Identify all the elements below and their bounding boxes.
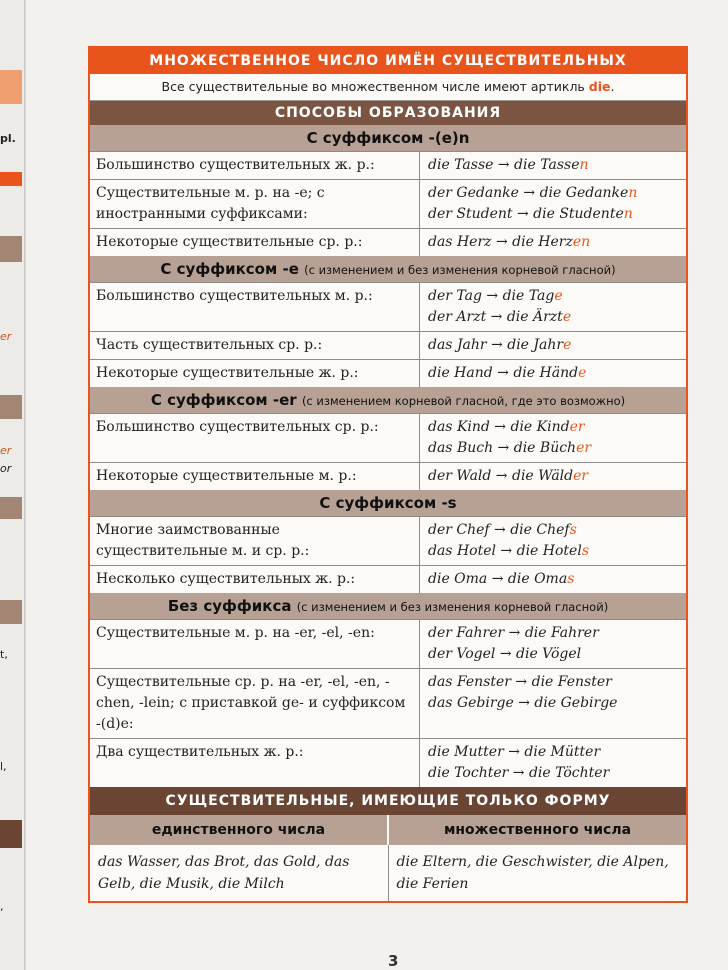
page-number: 3 — [388, 952, 399, 970]
form-subheader — [90, 815, 686, 845]
strip-mark — [0, 70, 22, 104]
row-description: Многие заимствованные существительные м. и ср. р.: — [90, 517, 420, 565]
row-description: Некоторые существительные ср. р.: — [90, 229, 420, 256]
table-row — [90, 462, 686, 490]
plural-words: die Eltern, die Geschwister, die Alpen, die Ferien — [396, 854, 669, 892]
section-suffix: -e — [282, 260, 299, 278]
section-suffix: -er — [272, 391, 297, 409]
plural-header: множественного числа — [443, 822, 632, 838]
row-example: die Oma → die Omas — [428, 571, 575, 587]
row-example: der Wald → die Wälder — [428, 468, 589, 484]
strip-text: , — [0, 900, 4, 913]
strip-mark — [0, 820, 22, 848]
table-row — [90, 668, 686, 738]
table-row — [90, 738, 686, 787]
section-title: С суффиксом — [306, 129, 429, 147]
section-title: С суффиксом — [319, 494, 442, 512]
section-note: (с изменением корневой гласной, где это возможно) — [301, 394, 626, 408]
strip-mark — [0, 395, 22, 419]
row-description: Большинство существительных ж. р.: — [90, 152, 420, 179]
table-row — [90, 516, 686, 565]
row-description: Некоторые существительные м. р.: — [90, 463, 420, 490]
left-page-edge — [0, 0, 25, 970]
row-description: Часть существительных ср. р.: — [90, 332, 420, 359]
row-example: der Gedanke → die Gedanken der Student → die Studenten — [428, 185, 638, 222]
strip-text: l, — [0, 760, 7, 773]
row-example: das Herz → die Herzen — [428, 234, 591, 250]
strip-text: pl. — [0, 132, 16, 145]
row-example: das Kind → die Kinder das Buch → die Bücher — [428, 419, 592, 456]
table-title: МНОЖЕСТВЕННОЕ ЧИСЛО ИМЁН СУЩЕСТВИТЕЛЬНЫХ — [90, 48, 686, 74]
row-example: die Tasse → die Tassen — [428, 157, 589, 173]
singular-words: das Wasser, das Brot, das Gold, das Gelb, die Musik, die Milch — [90, 845, 389, 901]
table-row — [90, 151, 686, 179]
section-header-no-suffix — [90, 593, 686, 619]
table-row — [90, 359, 686, 387]
table-row — [90, 331, 686, 359]
strip-mark — [0, 497, 22, 519]
only-form-header: СУЩЕСТВИТЕЛЬНЫЕ, ИМЕЮЩИЕ ТОЛЬКО ФОРМУ — [90, 787, 686, 815]
article-note — [90, 74, 686, 101]
row-example: die Mutter → die Mütter die Tochter → die Töchter — [428, 744, 610, 781]
row-description: Некоторые существительные ж. р.: — [90, 360, 420, 387]
section-header-s — [90, 490, 686, 516]
table-row — [90, 565, 686, 593]
row-description: Большинство существительных м. р.: — [90, 283, 420, 331]
row-example: das Fenster → die Fenster das Gebirge → die Gebirge — [428, 674, 618, 711]
section-header-er — [90, 387, 686, 413]
row-example: der Fahrer → die Fahrer der Vogel → die Vögel — [428, 625, 599, 662]
section-note: (с изменением и без изменения корневой гласной) — [304, 263, 616, 277]
row-example: die Hand → die Hände — [428, 365, 587, 381]
row-description: Существительные м. р. на -e; с иностранными суффиксами: — [90, 180, 420, 228]
form-examples — [90, 845, 686, 901]
row-description: Большинство существительных ср. р.: — [90, 414, 420, 462]
row-description: Несколько существительных ж. р.: — [90, 566, 420, 593]
table-row — [90, 179, 686, 228]
row-example: der Chef → die Chefs das Hotel → die Hotels — [428, 522, 589, 559]
row-description: Два существительных ж. р.: — [90, 739, 420, 787]
singular-header: единственного числа — [90, 815, 389, 845]
table-row — [90, 228, 686, 256]
row-description: Существительные ср. р. на -er, -el, -en, -chen, -lein; с приставкой ge- и суффиксом -(d)e: — [90, 669, 420, 738]
strip-text: or — [0, 462, 12, 475]
table-row — [90, 619, 686, 668]
section-header-en — [90, 125, 686, 151]
section-title: С суффиксом — [150, 391, 273, 409]
section-suffix: -(e)n — [428, 129, 470, 147]
note-article: die — [588, 79, 611, 94]
note-text: Все существительные во множественном числе имеют артикль — [161, 79, 589, 94]
row-example: das Jahr → die Jahre — [428, 337, 572, 353]
section-suffix: -s — [441, 494, 457, 512]
strip-text: t, — [0, 648, 8, 661]
strip-mark — [0, 236, 22, 262]
table-row — [90, 282, 686, 331]
plural-nouns-table — [88, 46, 688, 903]
strip-text: er — [0, 330, 12, 343]
section-header-e — [90, 256, 686, 282]
table-row — [90, 413, 686, 462]
section-title: Без суффикса — [167, 597, 297, 615]
methods-header: СПОСОБЫ ОБРАЗОВАНИЯ — [90, 101, 686, 125]
strip-mark — [0, 600, 22, 624]
note-end: . — [610, 79, 615, 94]
section-title: С суффиксом — [160, 260, 283, 278]
row-example: der Tag → die Tage der Arzt → die Ärzte — [428, 288, 572, 325]
section-note: (с изменением и без изменения корневой гласной) — [296, 600, 609, 614]
strip-text: er — [0, 444, 12, 457]
row-description: Существительные м. р. на -er, -el, -en: — [90, 620, 420, 668]
strip-mark — [0, 172, 22, 186]
